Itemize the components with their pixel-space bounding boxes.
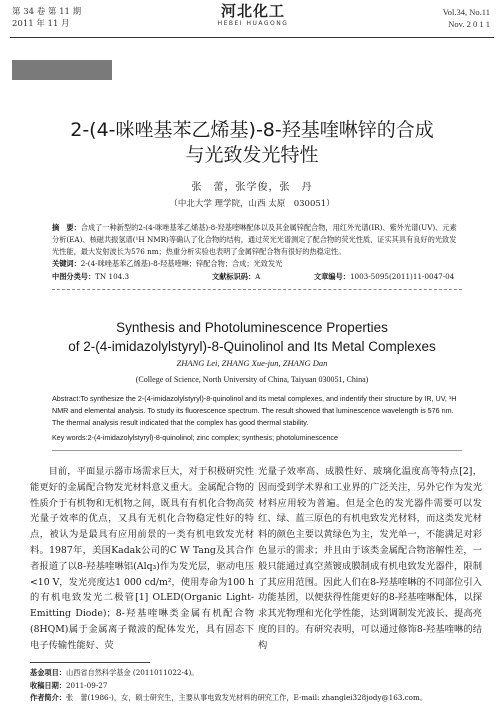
abstract-cn-text: 合成了一种新型的2-(4-咪唑基苯乙烯基)-8-羟基喹啉配体以及其金属锌配合物，用红外光谱(IR)、紫外光谱(UV)、元素分析(EA)、核磁共振氢谱(¹H NMR)等确认了化合物的结构，通过荧光光谱测定了配合物的荧光性质，证实其具有良好的光致发光性能，最大发射波长为576 nm；热重分析实验也表明了金属锌配合物有很好的热稳定性。 [52, 223, 457, 256]
journal-logo [205, 3, 301, 28]
redacted-block [12, 60, 112, 80]
body-divider [52, 450, 462, 451]
author-bio-text: 张 蕾(1986-)，女，硕士研究生，主要从事电致发光材料的研究工作，E-mail: zhanglei328jody@163.com。 [65, 693, 428, 702]
title-cn-line2: 与光致发光特性 [185, 144, 319, 166]
keywords-en-label: Key words: [52, 433, 88, 442]
issue-date: 2011 年 11 月 [12, 19, 70, 29]
volume-issue: 第 34 卷 第 11 期 [12, 7, 82, 17]
keywords-en-text: 2-(4-imidazolylstyryl)-8-quinolinol; zinc complex; synthesis; photoluminescence [87, 433, 339, 442]
abstract-en-label: Abstract: [52, 394, 81, 403]
author-bio-line [30, 692, 480, 705]
footnote [30, 667, 480, 705]
footnote-divider [30, 662, 150, 663]
abstract-cn [52, 222, 462, 270]
article-no-label: 文章编号： [314, 272, 350, 281]
title-cn [20, 118, 484, 168]
title-en [20, 318, 484, 356]
clc-label: 中图分类号： [52, 272, 96, 281]
authors-en: ZHANG Lei, ZHANG Xue-jun, ZHANG Dan [176, 358, 328, 368]
body-column-right [258, 464, 482, 654]
journal-issue-info [12, 6, 81, 30]
clc-field [52, 272, 129, 282]
journal-name-cn: 河北化工 [220, 2, 285, 20]
keywords-en [52, 432, 462, 444]
journal-volume-en [443, 6, 490, 30]
abstract-en-text: To synthesize the 2-(4-imidazolylstyryl)-8-quinolinol and its metal complexes, and indentify their structure by IR, UV, ¹H NMR and elemental analysis. To study its fluorescence spectrum. The result showed that luminescence wavelength is 576 nm. The thermal analysis result indicated that the complex has good thermal stability. [52, 394, 457, 427]
author-bio-label: 作者简介： [30, 693, 66, 702]
body-column-left [30, 464, 254, 654]
journal-name-en: HEBEI HUAGONG [217, 20, 289, 27]
article-no-value: 1003-5095(2011)11-0047-04 [349, 272, 455, 281]
fund-text: 山西省自然科学基金 (2011011022-4)。 [65, 668, 199, 677]
issue-date-en: Nov. 2 0 1 1 [448, 19, 490, 29]
abstract-divider [52, 289, 462, 290]
received-line [30, 680, 480, 693]
affiliation-cn: （中北大学 理学院，山西 太原 030051） [169, 199, 335, 209]
received-label: 收稿日期： [30, 680, 66, 690]
classification-row [52, 272, 462, 284]
fund-label: 基金项目： [30, 668, 66, 677]
received-date: 2011-09-27 [65, 680, 108, 690]
fund-line [30, 667, 480, 680]
header-divider [10, 37, 494, 38]
article-no-field [314, 272, 454, 282]
volume-number-en: Vol.34, No.11 [442, 7, 490, 17]
affiliation-en: (College of Science, North University of China, Taiyuan 030051, China) [135, 375, 369, 384]
abstract-cn-label: 摘 要： [52, 223, 81, 232]
doc-code-label: 文献标识码： [212, 272, 256, 281]
doc-code-field [212, 272, 260, 282]
abstract-en [52, 393, 462, 429]
title-en-line2: of 2-(4-imidazolylstyryl)-8-Quinolinol and Its Metal Complexes [68, 339, 436, 354]
body-right-text: 光量子效率高、成膜性好、玻璃化温度高等特点[2]，因而受到学术界和工业界的广泛关注，另外它作为发光材料应用较为普遍。但是全色的发光器件需要可以发红、绿、蓝三原色的有机电致发光材料，而这类发光材料的颜色主要以黄绿色为主，发光单一，不能满足对彩色显示的需求；并且由于该类金属配合物溶解性差，一般只能通过真空蒸镀成膜制成有机电致发光器件，限制了其应用范围。因此人们在8-羟基喹啉的不同部位引入功能基团，以便获得性能更好的8-羟基喹啉配体，以探求其光物理和光化学性能，达到调制发光波长、提高亮度的目的。有研究表明，可以通过修饰8-羟基喹啉的结构 [258, 466, 482, 651]
doc-code-value: A [255, 272, 261, 281]
title-cn-line1: 2-(4-咪唑基苯乙烯基)-8-羟基喹啉锌的合成 [70, 119, 434, 141]
authors-cn: 张 蕾，张学俊，张 丹 [191, 182, 313, 193]
keywords-cn-label: 关键词： [52, 259, 81, 268]
clc-value: TN 104.3 [95, 272, 130, 281]
keywords-cn-text: 2-(4-咪唑基苯乙烯基)-8-羟基喹啉；锌配合物；合成；光致发光 [80, 259, 283, 268]
title-en-line1: Synthesis and Photoluminescence Properties [116, 320, 388, 335]
body-left-text: 目前，平面显示器市场需求巨大，对于积极研究性能更好的金属配合物发光材料意义重大。金属配合物的性质介于有机物和无机物之间，既具有有机化合物高荧光量子效率的优点，又具有无机化合物稳定性好的特点，被认为是最具有应用前景的一类有机电致发光材料。1987年，美国Kadak公司的C W Tang及其合作者报道了以8-羟基喹啉铝(Alq₃)作为发光层，驱动电压<10 V，发光亮度达1 000 cd/m²，使用寿命为100 h的有机电致发光二极管[1] OLED(Organic Light-Emitting Diode)；8-羟基喹啉类金属有机配合物(8HQM)属于金属离子微波的配体发光，具有固态下电子传输性能好、荧 [30, 466, 254, 651]
